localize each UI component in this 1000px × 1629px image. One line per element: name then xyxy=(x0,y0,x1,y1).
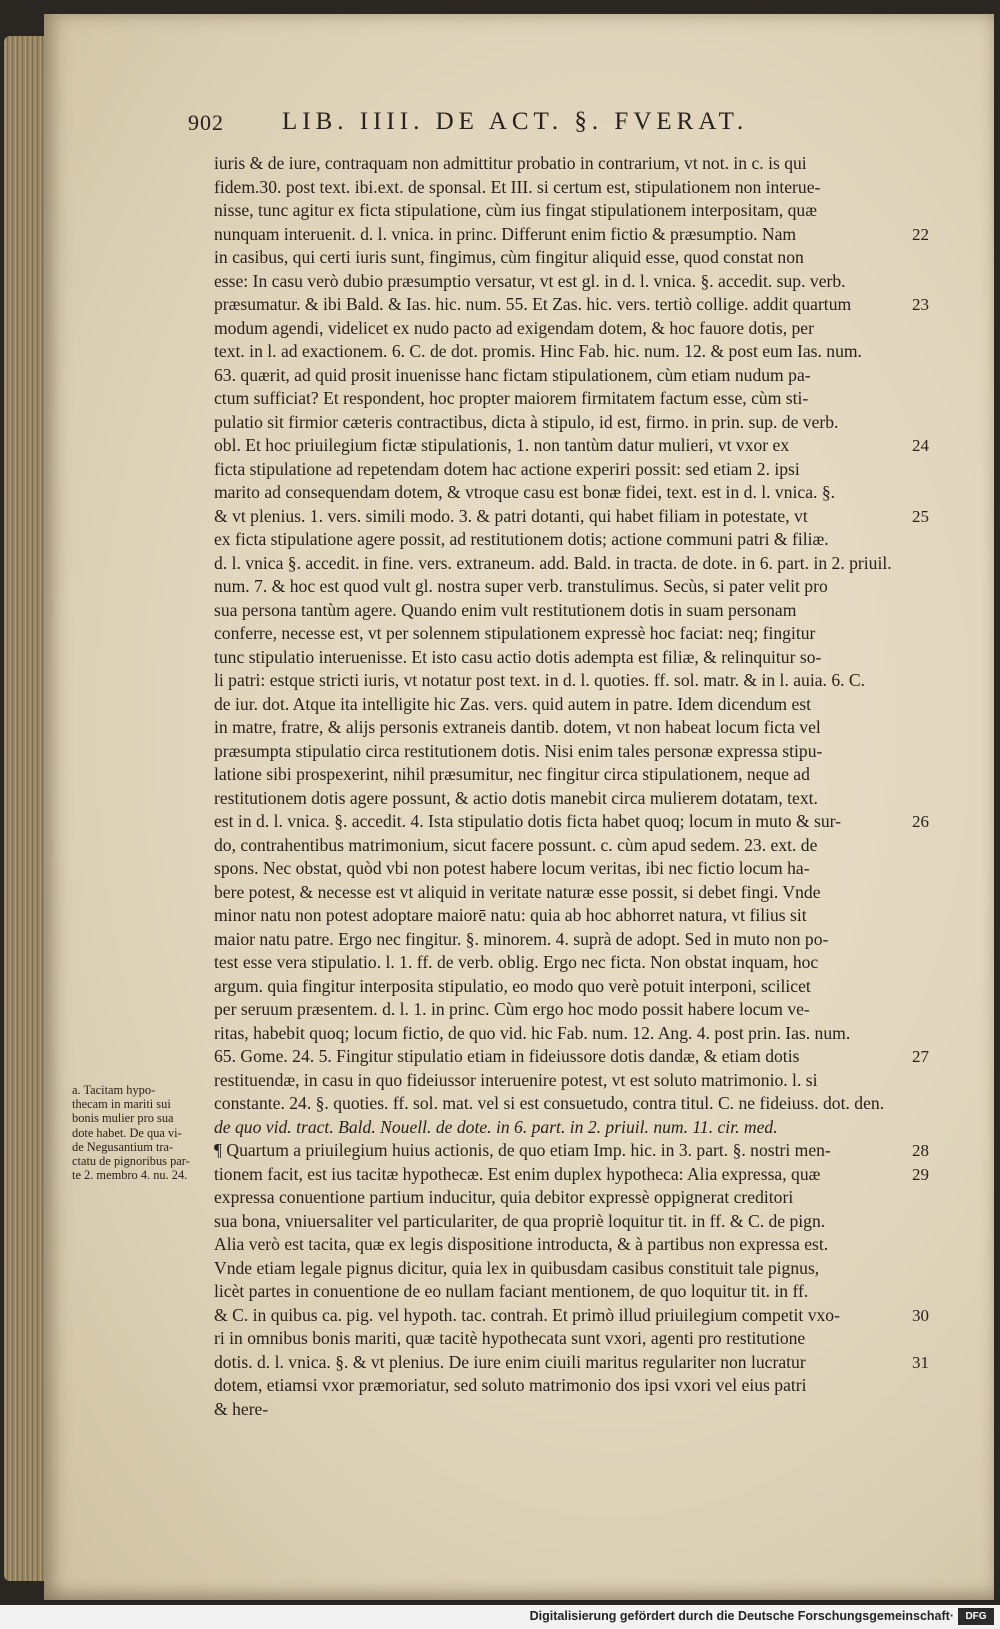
text-line: est in d. l. vnica. §. accedit. 4. Ista stipulatio dotis ficta habet quoq; locum in muto & sur- xyxy=(214,811,842,831)
text-line: 63. quærit, ad quid prosit inuenisse hanc fictam stipulationem, cùm etiam nudum pa- xyxy=(214,364,811,385)
text-line: restitutionem dotis agere possunt, & actio dotis manebit circa mulierem dotatam, text. xyxy=(214,787,818,808)
text-line: Vnde etiam legale pignus dicitur, quia lex in quibusdam casibus constituit tale pignus, xyxy=(214,1257,820,1278)
text-line: marito ad consequendam dotem, & vtroque casu est bonæ fidei, text. est in d. l. vnica. §. xyxy=(214,482,836,502)
body-text xyxy=(214,152,914,1421)
text-line: ex ficta stipulatione agere possit, ad restitutionem dotis; actione communi patri & filiæ. xyxy=(214,529,829,549)
side-note-line: ctatu de pignoribus par- xyxy=(72,1153,190,1168)
text-line: de quo vid. tract. Bald. Nouell. de dote. in 6. part. in 2. priuil. num. 11. cir. med. xyxy=(214,1116,778,1137)
text-line: li patri: estque stricti iuris, vt notatur post text. in d. l. quoties. ff. sol. matr. & in l. auia. 6. C. xyxy=(214,670,866,690)
text-line: test esse vera stipulatio. l. 1. ff. de verb. oblig. Ergo nec ficta. Non obstat inquam, hoc xyxy=(214,952,819,972)
side-note-line: bonis mulier pro sua xyxy=(72,1111,174,1126)
text-line: ¶ Quartum a priuilegium huius actionis, de quo etiam Imp. hic. in 3. part. §. nostri men- xyxy=(214,1140,831,1160)
text-line: dotis. d. l. vnica. §. & vt plenius. De iure enim ciuili maritus regulariter non lucratur xyxy=(214,1351,806,1372)
text-line: do, contrahentibus matrimonium, sicut facere possunt. c. cùm apud sedem. 23. ext. de xyxy=(214,834,818,855)
running-head: LIB. IIII. DE ACT. §. FVERAT. xyxy=(282,108,749,135)
text-line: expressa conuentione partium inducitur, quia debitor expressè oppignerat creditori xyxy=(214,1187,794,1207)
text-line: spons. Nec obstat, quòd vbi non potest habere locum veritas, ibi nec fictio locum ha- xyxy=(214,858,810,878)
text-line: ritas, habebit quoq; locum fictio, de quo vid. hic Fab. num. 12. Ang. 4. post prin. Ias. num. xyxy=(214,1022,851,1043)
text-line: fidem.30. post text. ibi.ext. de sponsal. Et III. si certum est, stipulationem non interue- xyxy=(214,176,821,197)
side-note-line: te 2. membro 4. nu. 24. xyxy=(72,1168,188,1183)
text-line: iuris & de iure, contraquam non admittitur probatio in contrarium, vt not. in c. is qui xyxy=(214,153,807,173)
margin-number: 23 xyxy=(912,295,929,314)
text-line: tionem facit, est ius tacitæ hypothecæ. Est enim duplex hypotheca: Alia expressa, quæ xyxy=(214,1163,821,1184)
page-header xyxy=(188,108,908,148)
text-line: text. in l. ad exactionem. 6. C. de dot. promis. Hinc Fab. hic. num. 12. & post eum Ias. num. xyxy=(214,341,862,361)
text-line: Alia verò est tacita, quæ ex legis dispositione introducta, & à partibus non expressa est. xyxy=(214,1234,829,1254)
text-line: licèt partes in conuentione de eo nullam faciant mentionem, de quo loquitur tit. in ff. xyxy=(214,1281,809,1301)
margin-number: 22 xyxy=(912,224,929,244)
text-line: restituendæ, in casu in quo fideiussor interuenire potest, vt est soluto matrimonio. l. si xyxy=(214,1069,818,1090)
margin-number: 29 xyxy=(912,1164,929,1184)
text-line: præsumatur. & ibi Bald. & Ias. hic. num. 55. Et Zas. hic. vers. tertiò collige. addit quartum xyxy=(214,294,852,314)
text-line: constante. 24. §. quoties. ff. sol. mat. vel si est consuetudo, contra titul. C. ne fideiuss. dot. den. xyxy=(214,1093,885,1113)
text-line: & vt plenius. 1. vers. simili modo. 3. & patri dotanti, qui habet filiam in potestate, vt xyxy=(214,505,808,526)
margin-number: 30 xyxy=(912,1305,929,1325)
margin-number: 24 xyxy=(912,436,929,455)
margin-number: 25 xyxy=(912,506,929,526)
text-line: argum. quia fingitur interposita stipulatio, eo modo quo verè potuit interponi, scilicet xyxy=(214,975,811,996)
text-line: bere potest, & necesse est vt aliquid in veritate naturæ esse possit, si debet fingi. Vnde xyxy=(214,881,821,902)
text-line: in matre, fratre, & alijs personis extraneis dantib. dotem, vt non habeat locum ficta vel xyxy=(214,717,821,737)
text-line: & C. in quibus ca. pig. vel hypoth. tac. contrah. Et primò illud priuilegium competit vxo- xyxy=(214,1304,840,1325)
text-line: tunc stipulatio interuenisse. Et isto casu actio dotis adempta est filiæ, & relinquitur so- xyxy=(214,646,822,667)
text-line: maior natu patre. Ergo nec fingitur. §. minorem. 4. suprà de adopt. Sed in muto non po- xyxy=(214,928,829,949)
side-note-line: a. Tacitam hypo- xyxy=(72,1083,156,1097)
text-line: dotem, etiamsi vxor præmoriatur, sed soluto matrimonio dos ipsi vxori vel eius patri xyxy=(214,1375,807,1395)
text-line: ri in omnibus bonis mariti, quæ tacitè hypothecata sunt vxori, agenti pro restitutione xyxy=(214,1328,806,1348)
text-line: in casibus, qui certi iuris sunt, fingimus, cùm fingitur aliquid esse, quod constat non xyxy=(214,247,804,267)
text-line: nisse, tunc agitur ex ficta stipulatione, cùm ius fingat stipulationem interpositam, quæ xyxy=(214,200,817,220)
text-line: pulatio sit firmior cæteris contractibus, dicta à stipulo, id est, firmo. in prin. sup. de verb. xyxy=(214,411,839,432)
text-line: & here- xyxy=(214,1398,269,1419)
text-line: sua bona, vniuersaliter vel particulariter, de qua propriè loquitur tit. in ff. & C. de pign. xyxy=(214,1210,826,1231)
text-line: d. l. vnica §. accedit. in fine. vers. extraneum. add. Bald. in tracta. de dote. in 6. part. in 2. priuil. xyxy=(214,552,892,573)
side-note-line: dote habet. De qua vi- xyxy=(72,1125,182,1140)
text-line: latione sibi prospexerint, nihil præsumitur, nec fingitur circa stipulationem, neque ad xyxy=(214,764,810,784)
text-line: præsumpta stipulatio circa restitutionem dotis. Nisi enim tales personæ expressa stipu- xyxy=(214,740,823,761)
footer-bar xyxy=(0,1605,1000,1629)
text-line: 65. Gome. 24. 5. Fingitur stipulatio etiam in fideiussore dotis dandæ, & etiam dotis xyxy=(214,1046,800,1066)
text-line: nunquam interuenit. d. l. vnica. in princ. Differunt enim fictio & præsumptio. Nam xyxy=(214,223,797,244)
text-line: obl. Et hoc priuilegium fictæ stipulationis, 1. non tantùm datur mulieri, vt vxor ex xyxy=(214,435,790,455)
text-line: per seruum præsentem. d. l. 1. in princ. Cùm ergo hoc modo possit habere locum ve- xyxy=(214,999,810,1019)
text-line: conferre, necesse est, vt per solennem stipulationem expressè hoc faciat: neq; fingitur xyxy=(214,623,816,643)
text-line: sua persona tantùm agere. Quando enim vult restitutionem dotis in suam personam xyxy=(214,599,797,620)
margin-number: 26 xyxy=(912,812,929,831)
text-line: ficta stipulatione ad repetendam dotem hac actione experiri possit: sed etiam 2. ipsi xyxy=(214,458,800,479)
margin-number: 31 xyxy=(912,1352,929,1372)
text-line: minor natu non potest adoptare maiorē natu: quia ab hoc abhorret natura, vt filius sit xyxy=(214,905,807,925)
text-line: de iur. dot. Atque ita intelligite hic Zas. vers. quid autem in patre. Idem dicendum est xyxy=(214,693,812,714)
text-line: ctum sufficiat? Et respondent, hoc propter maiorem firmitatem factum esse, cùm sti- xyxy=(214,388,809,408)
margin-number: 27 xyxy=(912,1047,929,1066)
dfg-logo: DFG xyxy=(958,1608,994,1625)
text-line: num. 7. & hoc est quod vult gl. nostra super verb. transtulimus. Secùs, si pater velit pro xyxy=(214,576,828,596)
margin-number: 28 xyxy=(912,1141,929,1160)
footer-credit: Digitalisierung gefördert durch die Deutsche Forschungsgemeinschaft· xyxy=(529,1609,954,1623)
side-note-line: thecam in mariti sui xyxy=(72,1097,171,1112)
page-number: 902 xyxy=(188,110,224,135)
text-line: modum agendi, videlicet ex nudo pacto ad exigendam dotem, & hoc fauore dotis, per xyxy=(214,317,814,338)
side-note xyxy=(72,1083,242,1182)
text-line: esse: In casu verò dubio præsumptio versatur, vt est gl. in d. l. vnica. §. accedit. sup. verb. xyxy=(214,270,846,291)
page-edges xyxy=(4,36,48,1581)
side-note-line: de Negusantium tra- xyxy=(72,1139,174,1154)
